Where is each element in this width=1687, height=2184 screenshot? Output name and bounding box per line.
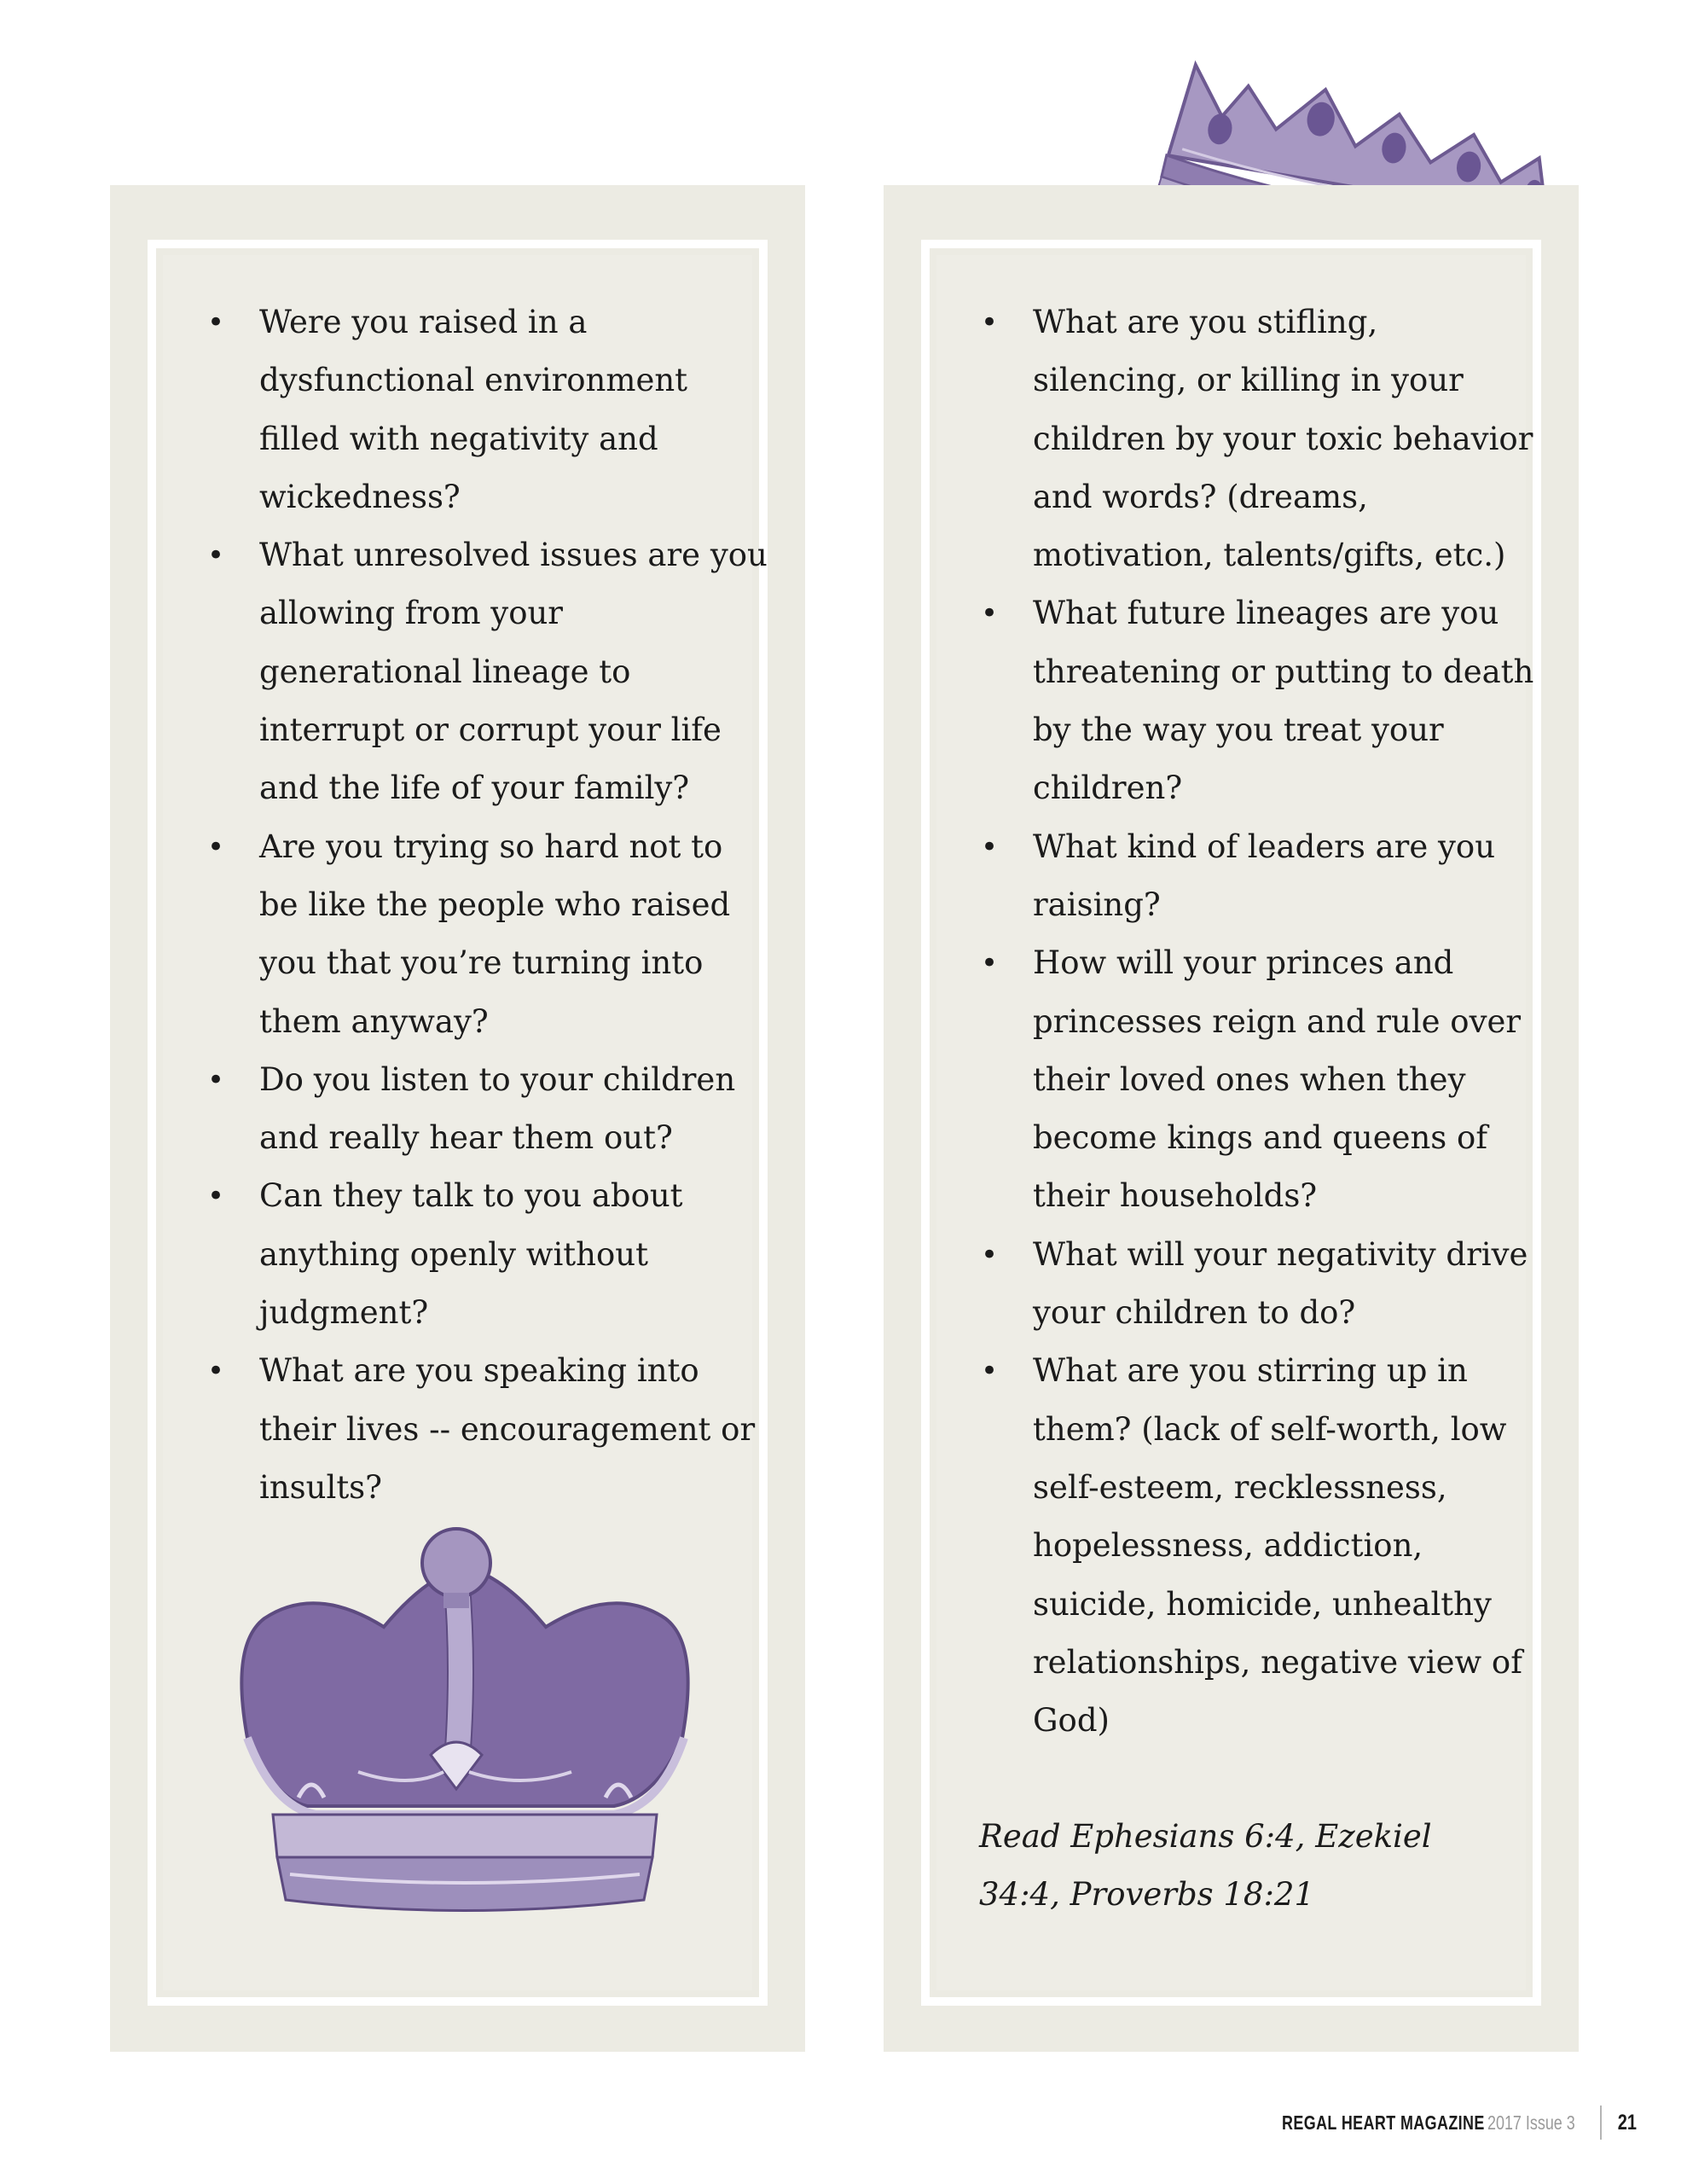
page-footer xyxy=(1225,2106,1639,2140)
question-text: Can they talk to you about anything openly without judgment? xyxy=(259,1177,683,1332)
issue-label: 2017 Issue 3 xyxy=(1487,2111,1576,2134)
list-item: • What will your negativity drive your children to do? xyxy=(981,1235,1528,1332)
question-text: Do you listen to your children and really hear them out? xyxy=(259,1060,736,1157)
crown-illustration-large-icon xyxy=(213,1516,716,1960)
page-number: 21 xyxy=(1617,2110,1638,2135)
right-panel xyxy=(884,185,1579,2052)
question-text: What unresolved issues are you allowing from your generational lineage to interrupt or corrupt your life and the life of your family? xyxy=(259,537,768,807)
question-text: What future lineages are you threatening or putting to death by the way you treat your children? xyxy=(1033,595,1534,807)
question-text: What are you stirring up in them? (lack of self-worth, low self-esteem, recklessness, hopelessness, addiction, suicide, homicide, unhealthy relationships, negative view of God) xyxy=(1033,1352,1522,1740)
list-item: • How will your princes and princesses reign and rule over their loved ones when they become kings and queens of their households? xyxy=(981,944,1522,1215)
left-panel xyxy=(110,185,805,2052)
question-text: Were you raised in a dysfunctional environment filled with negativity and wickedness? xyxy=(259,304,688,515)
footer-divider xyxy=(1600,2106,1602,2140)
question-text: What kind of leaders are you raising? xyxy=(1033,828,1496,923)
question-text: What are you stifling, silencing, or killing in your children by your toxic behavior and words? (dreams, motivation, talents/gifts, etc.) xyxy=(1033,304,1533,574)
question-text: Are you trying so hard not to be like the people who raised you that you’re turning into them anyway? xyxy=(259,828,731,1040)
list-item: • Are you trying so hard not to be like the people who raised you that you’re turning into them anyway? xyxy=(207,828,731,1040)
question-text: What will your negativity drive your children to do? xyxy=(1033,1235,1528,1332)
right-question-list xyxy=(981,293,1536,1750)
list-item: • Do you listen to your children and really hear them out? xyxy=(207,1060,736,1157)
question-text: How will your princes and princesses reign and rule over their loved ones when they become kings and queens of their households? xyxy=(1033,944,1522,1215)
list-item: • What future lineages are you threatening or putting to death by the way you treat your children? xyxy=(981,595,1534,807)
list-item: • What are you stifling, silencing, or killing in your children by your toxic behavior and words? (dreams, motivation, talents/gifts, etc.) xyxy=(981,304,1533,574)
list-item: • What kind of leaders are you raising? xyxy=(981,828,1496,923)
list-item: • Were you raised in a dysfunctional environment filled with negativity and wickedness? xyxy=(207,304,688,515)
question-text: What are you speaking into their lives -- encouragement or insults? xyxy=(259,1352,756,1506)
list-item: • What are you stirring up in them? (lack of self-worth, low self-esteem, recklessness, hopelessness, addiction, suicide, homicide, unhealthy relationships, negative view of God) xyxy=(981,1352,1522,1740)
magazine-name: REGAL HEART MAGAZINE xyxy=(1281,2111,1485,2134)
list-item: • What are you speaking into their lives -- encouragement or insults? xyxy=(207,1352,756,1506)
left-question-list xyxy=(207,293,771,1517)
list-item: • Can they talk to you about anything openly without judgment? xyxy=(207,1177,683,1332)
list-item: • What unresolved issues are you allowing from your generational lineage to interrupt or corrupt your life and the life of your family? xyxy=(207,537,768,807)
scripture-reference: Read Ephesians 6:4, Ezekiel 34:4, Proverbs 18:21 xyxy=(979,1818,1432,1914)
